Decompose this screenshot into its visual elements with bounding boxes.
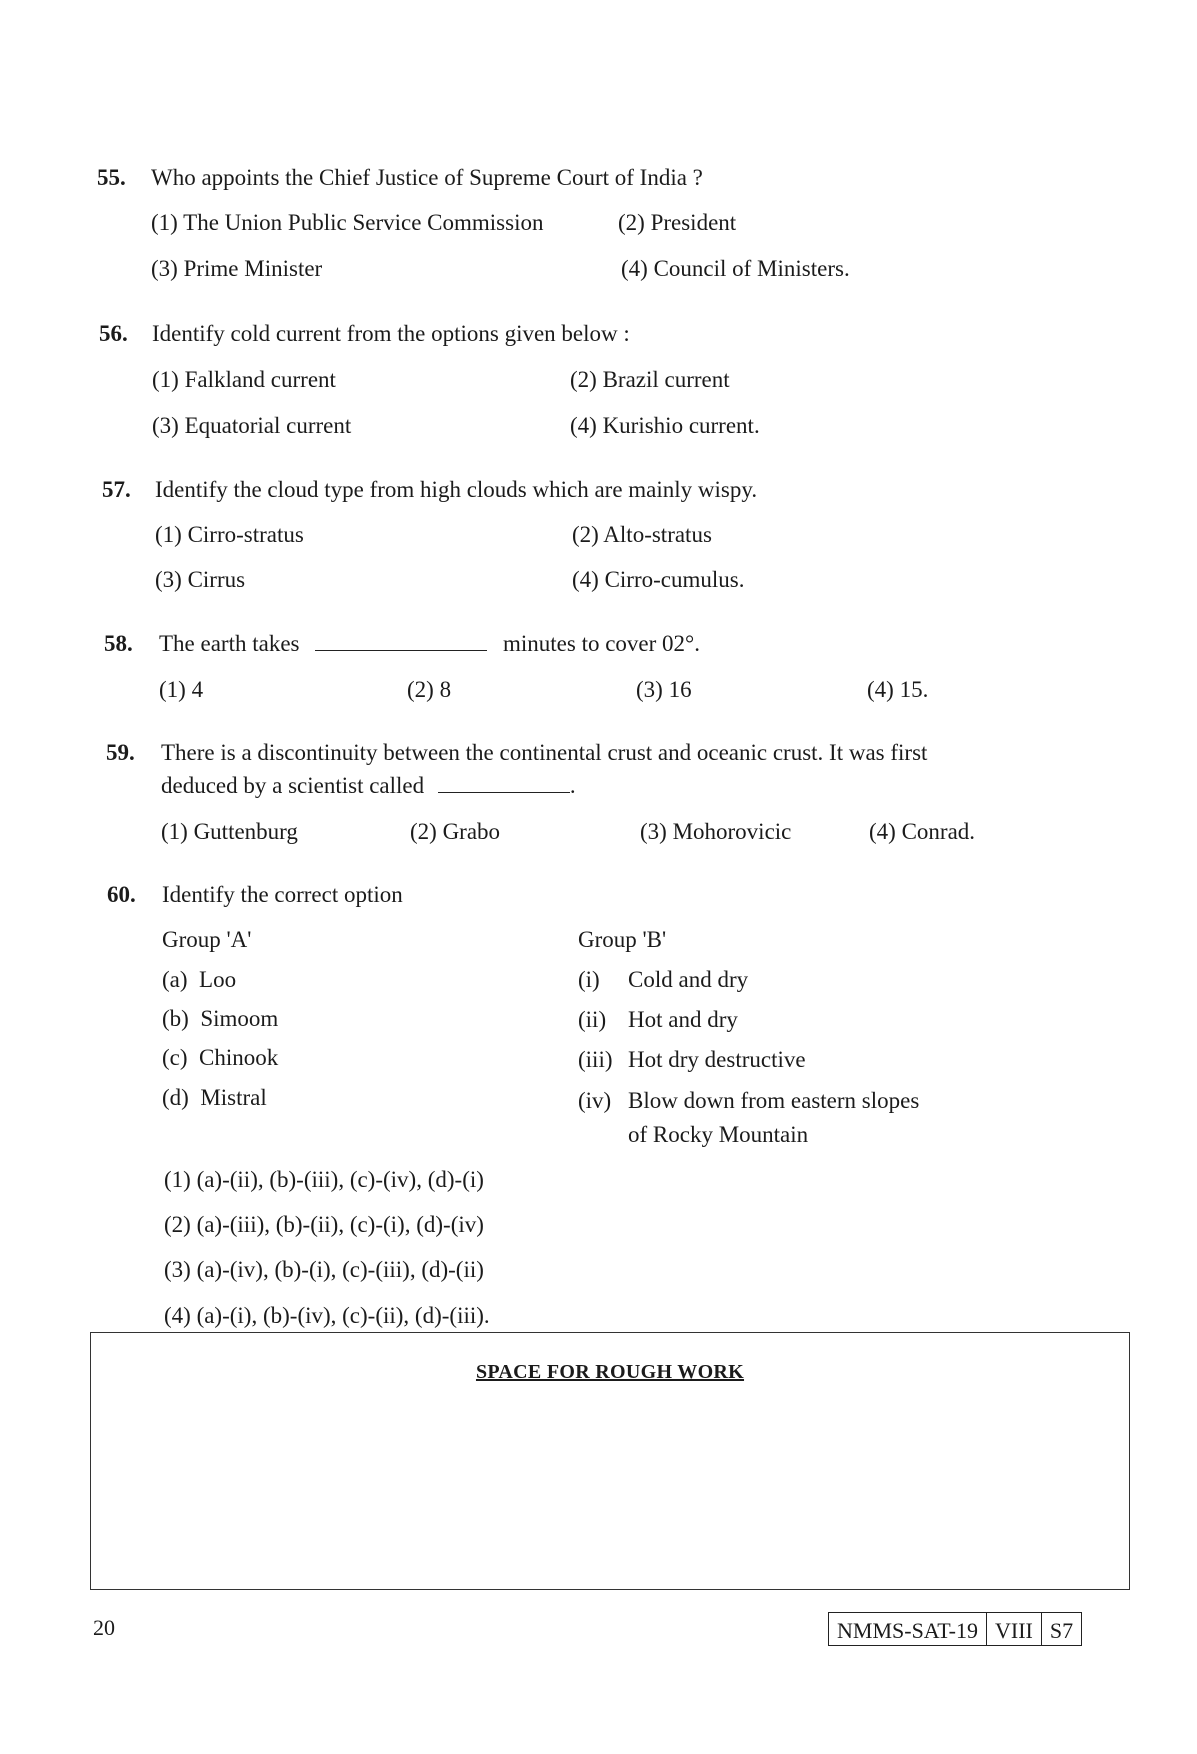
option: (4) Kurishio current.	[570, 413, 760, 438]
answer-blank	[315, 650, 487, 651]
option: (4) Conrad.	[869, 819, 976, 844]
paper-code-class: VIII	[987, 1613, 1042, 1645]
group-b-item: (iii) Hot dry destructive	[578, 1047, 806, 1072]
answer-blank	[438, 792, 570, 793]
question-text-end: .	[569, 773, 576, 798]
option: (3) Prime Minister	[151, 256, 323, 281]
rough-work-title: SPACE FOR ROUGH WORK	[475, 1361, 745, 1383]
group-b-item: (i) Cold and dry	[578, 967, 749, 992]
group-a-item: (d) Mistral	[162, 1085, 267, 1110]
option: (4) Cirro-cumulus.	[572, 567, 745, 592]
page-number: 20	[93, 1615, 115, 1640]
option: (1) Guttenburg	[161, 819, 298, 844]
option: (1) The Union Public Service Commission	[151, 210, 544, 235]
group-a-title: Group 'A'	[162, 927, 252, 952]
paper-code-exam: NMMS-SAT-19	[829, 1613, 987, 1645]
option: (2) Brazil current	[570, 367, 730, 392]
option: (3) Equatorial current	[152, 413, 352, 438]
option: (1) Cirro-stratus	[155, 522, 304, 547]
group-b-item-continued: of Rocky Mountain	[628, 1122, 809, 1147]
group-b-item: (ii) Hot and dry	[578, 1007, 738, 1032]
option: (2) Grabo	[410, 819, 501, 844]
question-text-end: minutes to cover 02°.	[502, 631, 700, 656]
rough-work-box	[90, 1332, 1130, 1590]
option: (1) (a)-(ii), (b)-(iii), (c)-(iv), (d)-(i)	[164, 1167, 484, 1192]
question-text: Who appoints the Chief Justice of Supreme Court of India ?	[151, 165, 703, 190]
question-text	[159, 632, 700, 655]
option: (4) Council of Ministers.	[621, 256, 850, 281]
paper-code	[828, 1612, 1082, 1646]
option: (2) (a)-(iii), (b)-(ii), (c)-(i), (d)-(iv)	[164, 1212, 484, 1237]
option: (3) Cirrus	[155, 567, 246, 592]
question-number: 57.	[102, 477, 131, 502]
option: (2) Alto-stratus	[572, 522, 712, 547]
option: (1) 4	[159, 677, 204, 702]
question-text: Identify cold current from the options given below :	[152, 321, 630, 346]
question-number: 60.	[107, 882, 136, 907]
question-number: 55.	[97, 165, 126, 190]
group-a-item: (b) Simoom	[162, 1006, 279, 1031]
option: (3) (a)-(iv), (b)-(i), (c)-(iii), (d)-(ii)	[164, 1257, 484, 1282]
option: (2) 8	[407, 677, 452, 702]
group-b-item: (iv) Blow down from eastern slopes	[578, 1088, 920, 1113]
paper-code-set: S7	[1049, 1618, 1074, 1643]
question-text-start: deduced by a scientist called	[161, 773, 425, 798]
question-number: 58.	[104, 631, 133, 656]
question-number: 59.	[106, 740, 135, 765]
option: (4) (a)-(i), (b)-(iv), (c)-(ii), (d)-(iii).	[164, 1303, 490, 1328]
option: (1) Falkland current	[152, 367, 336, 392]
question-text: Identify the correct option	[162, 882, 403, 907]
option: (3) Mohorovicic	[640, 819, 792, 844]
question-text: Identify the cloud type from high clouds which are mainly wispy.	[155, 477, 758, 502]
group-a-item: (c) Chinook	[162, 1045, 279, 1070]
question-text-start: The earth takes	[159, 631, 300, 656]
option: (4) 15.	[867, 677, 929, 702]
question-number: 56.	[99, 321, 128, 346]
question-text-line2	[161, 774, 576, 797]
group-a-item: (a) Loo	[162, 967, 237, 992]
group-b-title: Group 'B'	[578, 927, 667, 952]
option: (3) 16	[636, 677, 692, 702]
option: (2) President	[618, 210, 737, 235]
question-text: There is a discontinuity between the continental crust and oceanic crust. It was first	[161, 740, 928, 765]
